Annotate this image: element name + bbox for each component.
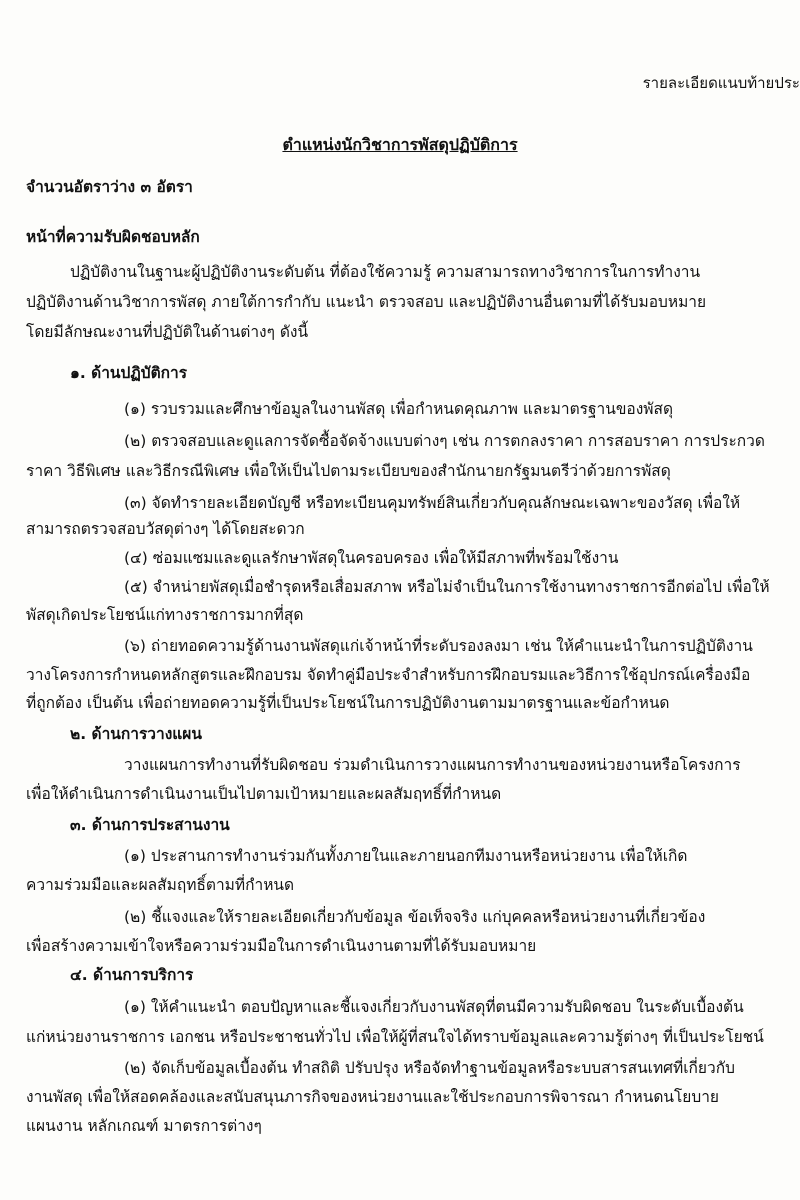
coordination-item-line: (๒) ชี้แจงและให้รายละเอียดเกี่ยวกับข้อมูล ข้อเท็จจริง แก่บุคคลหรือหน่วยงานที่เกี่ยวข้อง [124, 908, 706, 926]
operations-item-line: ที่ถูกต้อง เป็นต้น เพื่อถ่ายทอดความรู้ที่เป็นประโยชน์ในการปฏิบัติงานตามมาตรฐานและข้อกำหนด [26, 694, 670, 712]
service-item-line: (๒) จัดเก็บข้อมูลเบื้องต้น ทำสถิติ ปรับปรุง หรือจัดทำฐานข้อมูลหรือระบบสารสนเทศที่เกี่ยวกับ [124, 1059, 735, 1077]
service-item-line: (๑) ให้คำแนะนำ ตอบปัญหาและชี้แจงเกี่ยวกับงานพัสดุที่ตนมีความรับผิดชอบ ในระดับเบื้องต้น [124, 998, 744, 1016]
intro-line: โดยมีลักษณะงานที่ปฏิบัติในด้านต่างๆ ดังนี้ [26, 323, 309, 341]
operations-item-line: พัสดุเกิดประโยชน์แก่ทางราชการมากที่สุด [26, 606, 304, 624]
section-heading-planning: ๒. ด้านการวางแผน [70, 725, 202, 743]
service-item-line: งานพัสดุ เพื่อให้สอดคล้องและสนับสนุนภารกิจของหน่วยงานและใช้ประกอบการพิจารณา กำหนดนโยบาย [26, 1088, 720, 1106]
planning-line: เพื่อให้ดำเนินการดำเนินงานเป็นไปตามเป้าหมายและผลสัมฤทธิ์ที่กำหนด [26, 785, 502, 803]
section-heading-coordination: ๓. ด้านการประสานงาน [70, 816, 230, 834]
operations-item-line: (๓) จัดทำรายละเอียดบัญชี หรือทะเบียนคุมทรัพย์สินเกี่ยวกับคุณลักษณะเฉพาะของวัสดุ เพื่อให้ [124, 494, 741, 512]
service-item-line: แผนงาน หลักเกณฑ์ มาตรการต่างๆ [26, 1117, 262, 1135]
coordination-item-line: ความร่วมมือและผลสัมฤทธิ์ตามที่กำหนด [26, 876, 295, 894]
planning-line: วางแผนการทำงานที่รับผิดชอบ ร่วมดำเนินการวางแผนการทำงานของหน่วยงานหรือโครงการ [124, 756, 741, 774]
page-title: ตำแหน่งนักวิชาการพัสดุปฏิบัติการ [282, 135, 518, 154]
vacancy-count: จำนวนอัตราว่าง ๓ อัตรา [26, 178, 193, 196]
operations-item-line: (๑) รวบรวมและศึกษาข้อมูลในงานพัสดุ เพื่อกำหนดคุณภาพ และมาตรฐานของพัสดุ [124, 400, 674, 418]
intro-line: ปฏิบัติงานในฐานะผู้ปฏิบัติงานระดับต้น ที่ต้องใช้ความรู้ ความสามารถทางวิชาการในการทำงาน [70, 263, 701, 281]
attachment-note: รายละเอียดแนบท้ายประ [642, 74, 800, 92]
responsibilities-heading: หน้าที่ความรับผิดชอบหลัก [26, 228, 200, 246]
operations-item-line: ราคา วิธีพิเศษ และวิธีกรณีพิเศษ เพื่อให้เป็นไปตามระเบียบของสำนักนายกรัฐมนตรีว่าด้วยการพัสดุ [26, 462, 671, 480]
operations-item-line: สามารถตรวจสอบวัสดุต่างๆ ได้โดยสะดวก [26, 520, 305, 538]
intro-line: ปฏิบัติงานด้านวิชาการพัสดุ ภายใต้การกำกับ แนะนำ ตรวจสอบ และปฏิบัติงานอื่นตามที่ได้รับมอบหมาย [26, 293, 707, 311]
operations-item-line: (๔) ซ่อมแซมและดูแลรักษาพัสดุในครอบครอง เพื่อให้มีสภาพที่พร้อมใช้งาน [124, 549, 619, 567]
operations-item-line: วางโครงการกำหนดหลักสูตรและฝึกอบรม จัดทำคู่มือประจำสำหรับการฝึกอบรมและวิธีการใช้อุปกรณ์เครื่องมือ [26, 666, 751, 684]
operations-item-line: (๕) จำหน่ายพัสดุเมื่อชำรุดหรือเสื่อมสภาพ หรือไม่จำเป็นในการใช้งานทางราชการอีกต่อไป เพื่อให้ [124, 578, 770, 596]
section-heading-service: ๔. ด้านการบริการ [70, 966, 194, 984]
operations-item-line: (๖) ถ่ายทอดความรู้ด้านงานพัสดุแก่เจ้าหน้าที่ระดับรองลงมา เช่น ให้คำแนะนำในการปฏิบัติงาน [124, 637, 753, 655]
coordination-item-line: เพื่อสร้างความเข้าใจหรือความร่วมมือในการดำเนินงานตามที่ได้รับมอบหมาย [26, 937, 537, 955]
operations-item-line: (๒) ตรวจสอบและดูแลการจัดซื้อจัดจ้างแบบต่างๆ เช่น การตกลงราคา การสอบราคา การประกวด [124, 432, 765, 450]
service-item-line: แก่หน่วยงานราชการ เอกชน หรือประชาชนทั่วไป เพื่อให้ผู้ที่สนใจได้ทราบข้อมูลและความรู้ต่างๆ ที่เป็นประโยชน์ [26, 1028, 764, 1046]
coordination-item-line: (๑) ประสานการทำงานร่วมกันทั้งภายในและภายนอกทีมงานหรือหน่วยงาน เพื่อให้เกิด [124, 847, 688, 865]
section-heading-operations: ๑. ด้านปฏิบัติการ [70, 364, 188, 382]
